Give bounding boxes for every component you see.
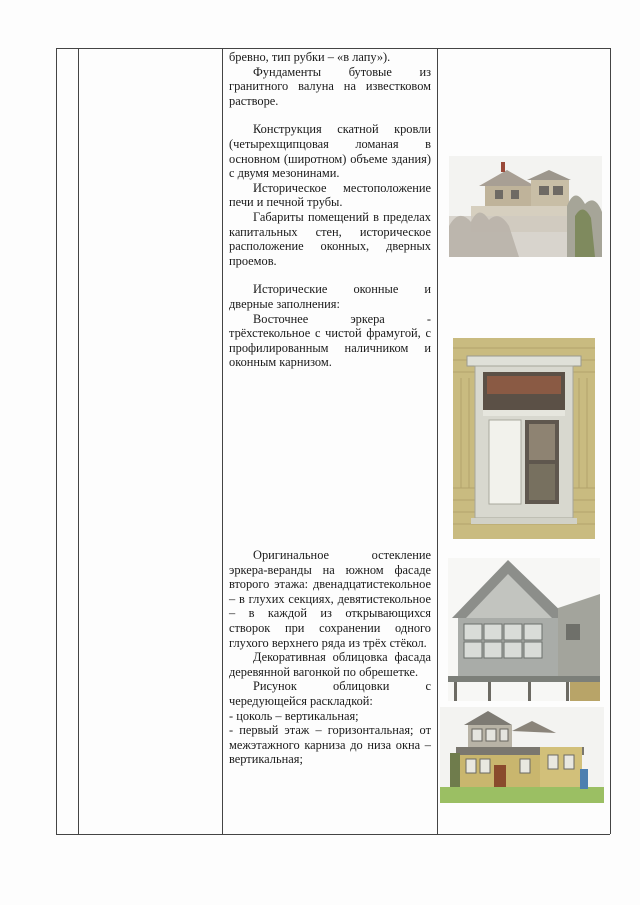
table-border-col2	[222, 48, 223, 834]
text-block: Историческое местоположение печи и печной трубы.	[229, 180, 431, 210]
text-block: - первый этаж – горизонтальная; от межэтажного карниза до низа окна – вертикальная;	[229, 723, 431, 767]
text-block: Декоративная облицовка фасада деревянной вагонкой по обрешетке.	[229, 650, 431, 679]
window-photo	[453, 338, 595, 539]
house-facade-photo	[440, 707, 604, 803]
table-border-col3	[437, 48, 438, 834]
table-border-col1	[78, 48, 79, 834]
table-border-bottom	[56, 834, 610, 835]
text-block: - цоколь – вертикальная;	[229, 708, 359, 723]
house-general-view-photo	[449, 156, 602, 257]
text-block: Фундаменты бутовые из гранитного валуна на известковом растворе.	[229, 64, 431, 108]
text-block: Рисунок облицовки с чередующейся раскладкой:	[229, 679, 431, 708]
table-border-left	[56, 48, 57, 834]
text-block: Исторические оконные и дверные заполнения:	[229, 282, 431, 311]
text-block: Восточнее эркера - трёхстекольное с чистой фрамугой, с профилированным наличником и оконным карнизом.	[229, 311, 431, 370]
text-block: Оригинальное остекление эркера-веранды на южном фасаде второго этажа: двенадцатистекольное – в глухих секциях, девятистекольное – в каждой из открывающихся створок при сохранении одного глухого верхнего ряда из трёх стёкол.	[229, 548, 431, 650]
text-column-lower	[229, 548, 431, 767]
table-border-right	[610, 48, 611, 834]
text-column-upper	[229, 50, 431, 370]
table-border-top	[56, 48, 610, 49]
veranda-photo	[448, 558, 600, 701]
text-block: Конструкция скатной кровли (четырехщипцовая ломаная в основном (широтном) объеме здания) с двумя мезонинами.	[229, 122, 431, 181]
text-block: бревно, тип рубки – «в лапу»).	[229, 50, 391, 64]
text-block: Габариты помещений в пределах капитальных стен, историческое расположение оконных, дверных проемов.	[229, 209, 431, 268]
